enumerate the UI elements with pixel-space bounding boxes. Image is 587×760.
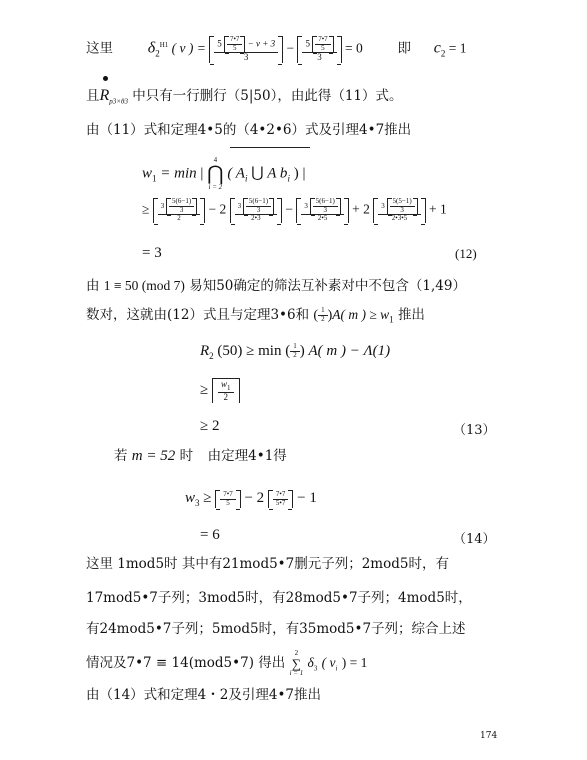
body-text-end: 推出 (397, 307, 425, 323)
text-line-7: 这里 1mod5时 其中有21mod5•7删元子列；2mod5时，有 (86, 556, 449, 572)
ge-sign: ≥ (200, 382, 209, 399)
m-value: m = 52 (131, 448, 176, 464)
w-subscript: 1 (152, 173, 157, 184)
text-line-10: 情况及7•7 ≡ 14(mod5•7) 得出 2 ∑ i = 1 $\delta_3$ ( $v_i$ ) = 1 (86, 649, 368, 677)
body-text: 易知50确定的筛法互补素对中不包含（1,49） (189, 278, 466, 294)
minus-sign: − (286, 40, 295, 56)
equation-w3: $w_3$ ≥ $\frac{7•7}{5}$ − 2 $\frac{7•7}{5•7}$ − 1 (185, 489, 317, 508)
abs-bar-left: | (200, 165, 204, 182)
text-line-2 (86, 87, 403, 111)
R-symbol: R (99, 87, 110, 104)
plus-one: + 1 (429, 201, 447, 217)
equation-delta-line (86, 36, 467, 63)
delta-argument: ( v ) = (171, 40, 206, 56)
ji-text: 即 (397, 40, 412, 56)
delta-superscript: H1 (159, 41, 169, 50)
minus-two: − 2 (208, 201, 227, 217)
delta-symbol: δ (147, 39, 156, 57)
R-subscript: p3×θ3 (109, 97, 128, 106)
term-2: 3 $\frac{5(6-1)}{3}$ 2•3 (230, 198, 282, 223)
closing: ) | (293, 165, 306, 182)
R-body: (50) ≥ min (217, 343, 282, 359)
overline (230, 147, 310, 148)
floor-term-2: $\frac{7•7}{5•7}$ (268, 490, 293, 508)
text-line-11: 由（14）式和定理4・2及引理4•7推出 (86, 687, 321, 703)
set-Ab: A b (267, 165, 288, 182)
ge-sign: ≥ (142, 201, 150, 217)
minus: − (285, 201, 294, 217)
body-text: 数对，这就由(12）式且与定理3•6和 (86, 307, 310, 323)
text-line-4: 由 1 ≡ 50 (mod 7) 易知50确定的筛法互补素对中不包含（1,49） (86, 278, 466, 294)
term-3: 3 $\frac{5(6-1)}{3}$ 2•5 (296, 198, 348, 223)
text-line-6: 若 m = 52 时 由定理4•1得 (114, 448, 287, 464)
ceil-bracket: $\frac{w_1}{2}$ (212, 378, 240, 403)
lead-text: 且 (86, 88, 100, 104)
equation-w1-intersection: $w_1 = \min$ | 4 ⋂ i = 2 ( $A_i$ ⋃ A $b_i$ ) | (142, 156, 306, 191)
union-operator: ⋃ (251, 165, 264, 182)
equation-number-14: （14） (453, 532, 496, 547)
w-symbol: w (185, 490, 196, 506)
body-text: 中只有一行删行（5|50），由此得（11）式。 (132, 88, 403, 104)
R-tail: A( m ) − Λ(1) (308, 343, 391, 359)
page-number: 174 (480, 731, 498, 741)
c-subscript: 2 (440, 48, 446, 59)
lead-text: 这里 (86, 40, 113, 56)
plus-two: + 2 (352, 201, 370, 217)
fraction-2: 5 $\frac{7•7}{5}$ 3 (302, 36, 336, 63)
result-equals-6: = 6 (200, 527, 220, 543)
equation-bound-sum (142, 198, 447, 223)
dot-mark (103, 76, 108, 81)
fraction-1: 5 $\frac{7•7}{5}$ − v + 3 3 (214, 36, 278, 63)
c-symbol: c (433, 39, 441, 57)
delta-symbol: δ (307, 655, 314, 670)
equals-zero: = 0 (345, 40, 363, 56)
floor-bracket-2 (297, 36, 341, 63)
text-line-5: 数对，这就由(12）式且与定理3•6和 ( $\frac{1}{2}$ )A( m ) ≥ $w_1$ 推出 (86, 306, 425, 325)
equals-one: = 1 (448, 40, 467, 56)
floor-bracket-1 (209, 36, 283, 63)
text-line-3: 由（11）式和定理4•5的（4•2•6）式及引理4•7推出 (86, 122, 412, 138)
congruence: 1 ≡ 50 (mod 7) (103, 278, 185, 293)
floor-term-1: $\frac{7•7}{5}$ (215, 490, 240, 508)
set-A: ( A (227, 165, 245, 182)
one-half: $\frac{1}{2}$ (318, 307, 328, 323)
text-line-8: 17mod5•7子列；3mod5时，有28mod5•7子列；4mod5时， (86, 590, 472, 606)
delta-subscript: 2 (155, 48, 160, 59)
text-line-9: 有24mod5•7子列；5mod5时，有35mod5•7子列；综合上述 (86, 621, 466, 637)
body-text: 由定理4•1得 (207, 448, 287, 464)
A-inequality: A( m ) ≥ w (332, 307, 390, 322)
equation-number-13: （13） (453, 423, 496, 438)
result-equals-3: = 3 (142, 245, 162, 261)
equation-number-12: (12) (455, 246, 477, 261)
intersection-operator: 4 ⋂ i = 2 (207, 156, 224, 191)
term-4: 3 $\frac{5(5-1)}{3}$ 2•3•5 (373, 198, 425, 223)
R-symbol: R (200, 343, 210, 359)
equation-R2: $R_2$ (50) ≥ min ( $\frac{1}{2}$ ) A( m ) − Λ(1) (200, 342, 391, 361)
w-symbol: w (142, 165, 153, 182)
result-ge-2: ≥ 2 (200, 418, 220, 434)
body-text: 情况及7•7 ≡ 14(mod5•7) 得出 (86, 655, 286, 671)
min-operator: = min (160, 165, 197, 182)
summation-operator: 2 ∑ i = 1 (289, 649, 304, 677)
term-1: 3 $\frac{5(6-1)}{3}$ 2 (153, 198, 205, 223)
equation-ceil (200, 378, 240, 403)
